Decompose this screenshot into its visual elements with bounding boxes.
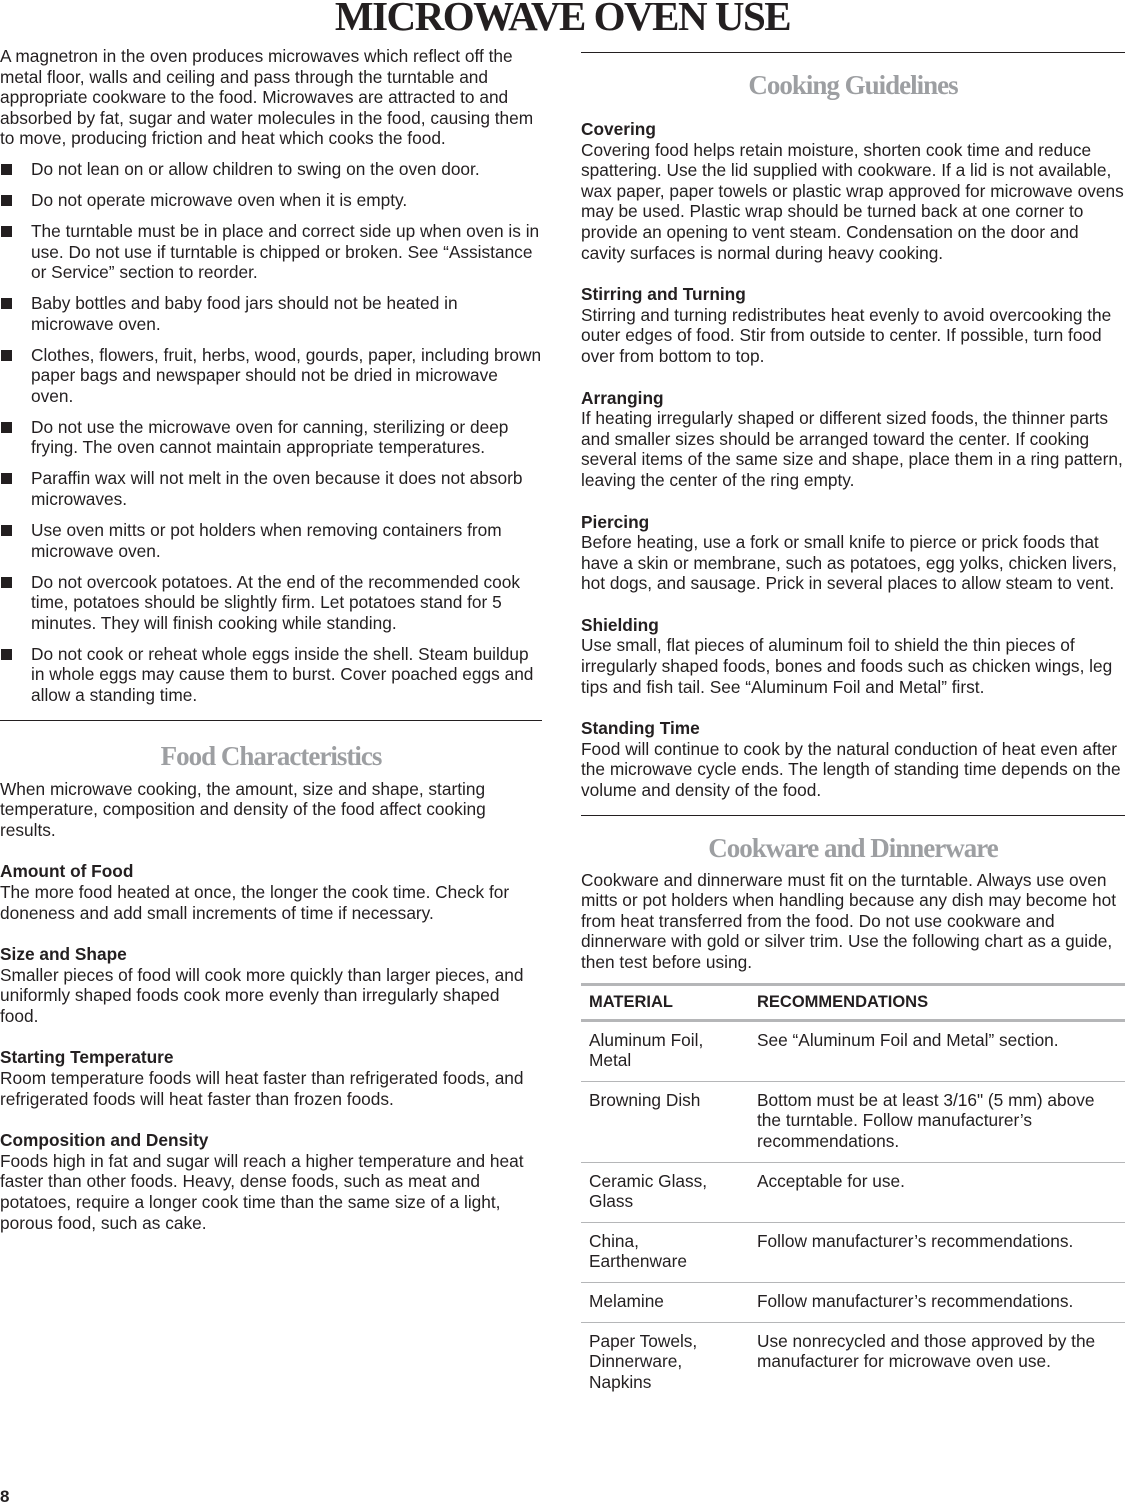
recommendation-cell: Bottom must be at least 3/16" (5 mm) above the turntable. Follow manufacturer’s recommendations. xyxy=(749,1081,1125,1162)
bullet-item: Do not overcook potatoes. At the end of the recommended cook time, potatoes should be slightly firm. Let potatoes stand for 5 minutes. They will finish cooking while standing. xyxy=(0,572,542,634)
guideline-item xyxy=(581,388,1125,491)
bullet-square-icon xyxy=(1,649,12,660)
guideline-heading: Stirring and Turning xyxy=(581,284,746,305)
food-item-text: Smaller pieces of food will cook more quickly than larger pieces, and uniformly shaped foods cook more evenly than irregularly shaped food. xyxy=(0,964,524,1026)
bullet-square-icon xyxy=(1,577,12,588)
guideline-text: Use small, flat pieces of aluminum foil to shield the thin pieces of irregularly shaped foods, bones and foods such as chicken wings, leg tips and fish tail. See “Aluminum Foil and Metal” first. xyxy=(581,635,1113,697)
guideline-heading: Shielding xyxy=(581,614,659,635)
food-item-text: Room temperature foods will heat faster than refrigerated foods, and refrigerated foods will heat faster than frozen foods. xyxy=(0,1068,524,1109)
safety-bullet-list xyxy=(0,159,542,706)
food-item xyxy=(0,861,542,923)
guideline-item xyxy=(581,512,1125,594)
food-characteristics-heading: Food Characteristics xyxy=(160,740,382,771)
recommendation-cell: Follow manufacturer’s recommendations. xyxy=(749,1222,1125,1282)
guideline-text: Food will continue to cook by the natural conduction of heat even after the microwave cycle ends. The length of standing time depends on the volume and density of the food. xyxy=(581,738,1121,801)
guideline-heading: Covering xyxy=(581,119,656,139)
guideline-text: If heating irregularly shaped or different sized foods, the thinner parts and smaller sizes should be arranged toward the center. If cooking several items of the same size and shape, place them in a ring pattern, leaving the center of the ring empty. xyxy=(581,408,1123,490)
bullet-item: Paraffin wax will not melt in the oven because it does not absorb microwaves. xyxy=(0,468,542,509)
material-cell: Paper Towels, Dinnerware, Napkins xyxy=(589,1330,698,1392)
section-divider xyxy=(581,815,1125,816)
bullet-square-icon xyxy=(1,422,12,433)
food-item xyxy=(0,1130,542,1233)
food-item-heading: Size and Shape xyxy=(0,944,127,965)
guideline-text: Before heating, use a fork or small knife to pierce or prick foods that have a skin or membrane, such as potatoes, egg yolks, chicken livers, hot dogs, and sausage. Prick in several places to allow steam to vent. xyxy=(581,532,1117,594)
bullet-square-icon xyxy=(1,298,12,309)
bullet-item: Do not cook or reheat whole eggs inside the shell. Steam buildup in whole eggs may cause them to burst. Cover poached eggs and allow a standing time. xyxy=(0,644,542,706)
food-item-text: The more food heated at once, the longer the cook time. Check for doneness and add small increments of time if necessary. xyxy=(0,881,510,923)
bullet-square-icon xyxy=(1,164,12,175)
table-row xyxy=(581,1162,1125,1222)
material-cell: Browning Dish xyxy=(581,1081,749,1162)
guideline-text: Covering food helps retain moisture, shorten cook time and reduce spattering. Use the lid supplied with cookware. If a lid is not available, wax paper, paper towels or plastic wrap approved for microwave ovens may be used. Plastic wrap should be turned back at one corner to provide an opening to vent steam. Condensation on the door and cavity surfaces is normal during heavy cooking. xyxy=(581,139,1124,263)
bullet-square-icon xyxy=(1,473,12,484)
cookware-intro-paragraph: Cookware and dinnerware must fit on the turntable. Always use oven mitts or pot holders when handling because any dish may become hot from heat transferred from the food. Do not use cookware and dinnerware with gold or silver trim. Use the following chart as a guide, then test before using. xyxy=(581,869,1117,972)
page-title: MICROWAVE OVEN USE xyxy=(334,0,791,39)
table-header-row xyxy=(581,984,1125,1020)
guideline-item xyxy=(581,718,1125,800)
table-row xyxy=(581,1020,1125,1081)
food-item-heading: Starting Temperature xyxy=(0,1047,174,1068)
column-header-recommendations: RECOMMENDATIONS xyxy=(749,984,1125,1020)
left-column xyxy=(0,46,542,1254)
food-item-text: Foods high in fat and sugar will reach a higher temperature and heat faster than other foods. Heavy, dense foods, such as meat and potatoes, require a longer cook time than the same size of a light, porous food, such as cake. xyxy=(0,1150,524,1233)
table-row xyxy=(581,1322,1125,1402)
bullet-item: Use oven mitts or pot holders when removing containers from microwave oven. xyxy=(0,520,542,561)
material-cell: China, Earthenware xyxy=(581,1222,749,1282)
intro-paragraph: A magnetron in the oven produces microwaves which reflect off the metal floor, walls and ceiling and pass through the turntable and appropriate cookware to the food. Microwaves are attracted to and absorbed by fat, sugar and water molecules in the food, causing them to move, producing friction and heat which cooks the food. xyxy=(0,46,534,149)
recommendation-cell: Use nonrecycled and those approved by the manufacturer for microwave oven use. xyxy=(757,1330,1096,1372)
recommendation-cell: See “Aluminum Foil and Metal” section. xyxy=(749,1020,1125,1081)
guideline-text: Stirring and turning redistributes heat evenly to avoid overcooking the outer edges of food. Stir from outside to center. If possible, turn food over from bottom to top. xyxy=(581,304,1112,366)
cookware-table xyxy=(581,983,1125,1403)
table-row xyxy=(581,1081,1125,1162)
food-item xyxy=(0,1047,542,1109)
table-row xyxy=(581,1222,1125,1282)
cooking-guidelines-heading: Cooking Guidelines xyxy=(748,70,958,100)
guideline-item xyxy=(581,119,1125,263)
cookware-heading: Cookware and Dinnerware xyxy=(708,832,998,863)
bullet-square-icon xyxy=(1,350,12,361)
food-intro-paragraph: When microwave cooking, the amount, size and shape, starting temperature, composition and density of the food affect cooking results. xyxy=(0,778,486,840)
right-column xyxy=(581,46,1125,1402)
section-divider xyxy=(581,52,1125,53)
bullet-item: Do not operate microwave oven when it is empty. xyxy=(0,190,542,211)
food-item-heading: Amount of Food xyxy=(0,861,134,882)
guideline-heading: Standing Time xyxy=(581,718,700,739)
material-cell: Ceramic Glass, Glass xyxy=(581,1162,749,1222)
bullet-item: The turntable must be in place and correct side up when oven is in use. Do not use if turntable is chipped or broken. See “Assistance or Service” section to reorder. xyxy=(0,221,542,283)
bullet-square-icon xyxy=(1,226,12,237)
guideline-heading: Arranging xyxy=(581,387,664,408)
bullet-item: Do not use the microwave oven for canning, sterilizing or deep frying. The oven cannot maintain appropriate temperatures. xyxy=(0,417,542,458)
section-divider xyxy=(0,720,542,721)
material-cell: Aluminum Foil, Metal xyxy=(581,1020,749,1081)
bullet-item: Baby bottles and baby food jars should not be heated in microwave oven. xyxy=(0,293,542,334)
bullet-item: Do not lean on or allow children to swing on the oven door. xyxy=(0,159,542,180)
page-number: 8 xyxy=(0,1487,10,1506)
recommendation-cell: Acceptable for use. xyxy=(749,1162,1125,1222)
guideline-heading: Piercing xyxy=(581,511,650,532)
guideline-item xyxy=(581,284,1125,366)
guideline-item xyxy=(581,615,1125,697)
recommendation-cell: Follow manufacturer’s recommendations. xyxy=(749,1282,1125,1322)
bullet-item: Clothes, flowers, fruit, herbs, wood, gourds, paper, including brown paper bags and newspaper should not be dried in microwave oven. xyxy=(0,345,542,407)
column-header-material: MATERIAL xyxy=(581,984,749,1020)
bullet-square-icon xyxy=(1,525,12,536)
food-item-heading: Composition and Density xyxy=(0,1130,209,1151)
material-cell: Melamine xyxy=(581,1282,749,1322)
table-row xyxy=(581,1282,1125,1322)
bullet-square-icon xyxy=(1,195,12,206)
food-item xyxy=(0,944,542,1026)
